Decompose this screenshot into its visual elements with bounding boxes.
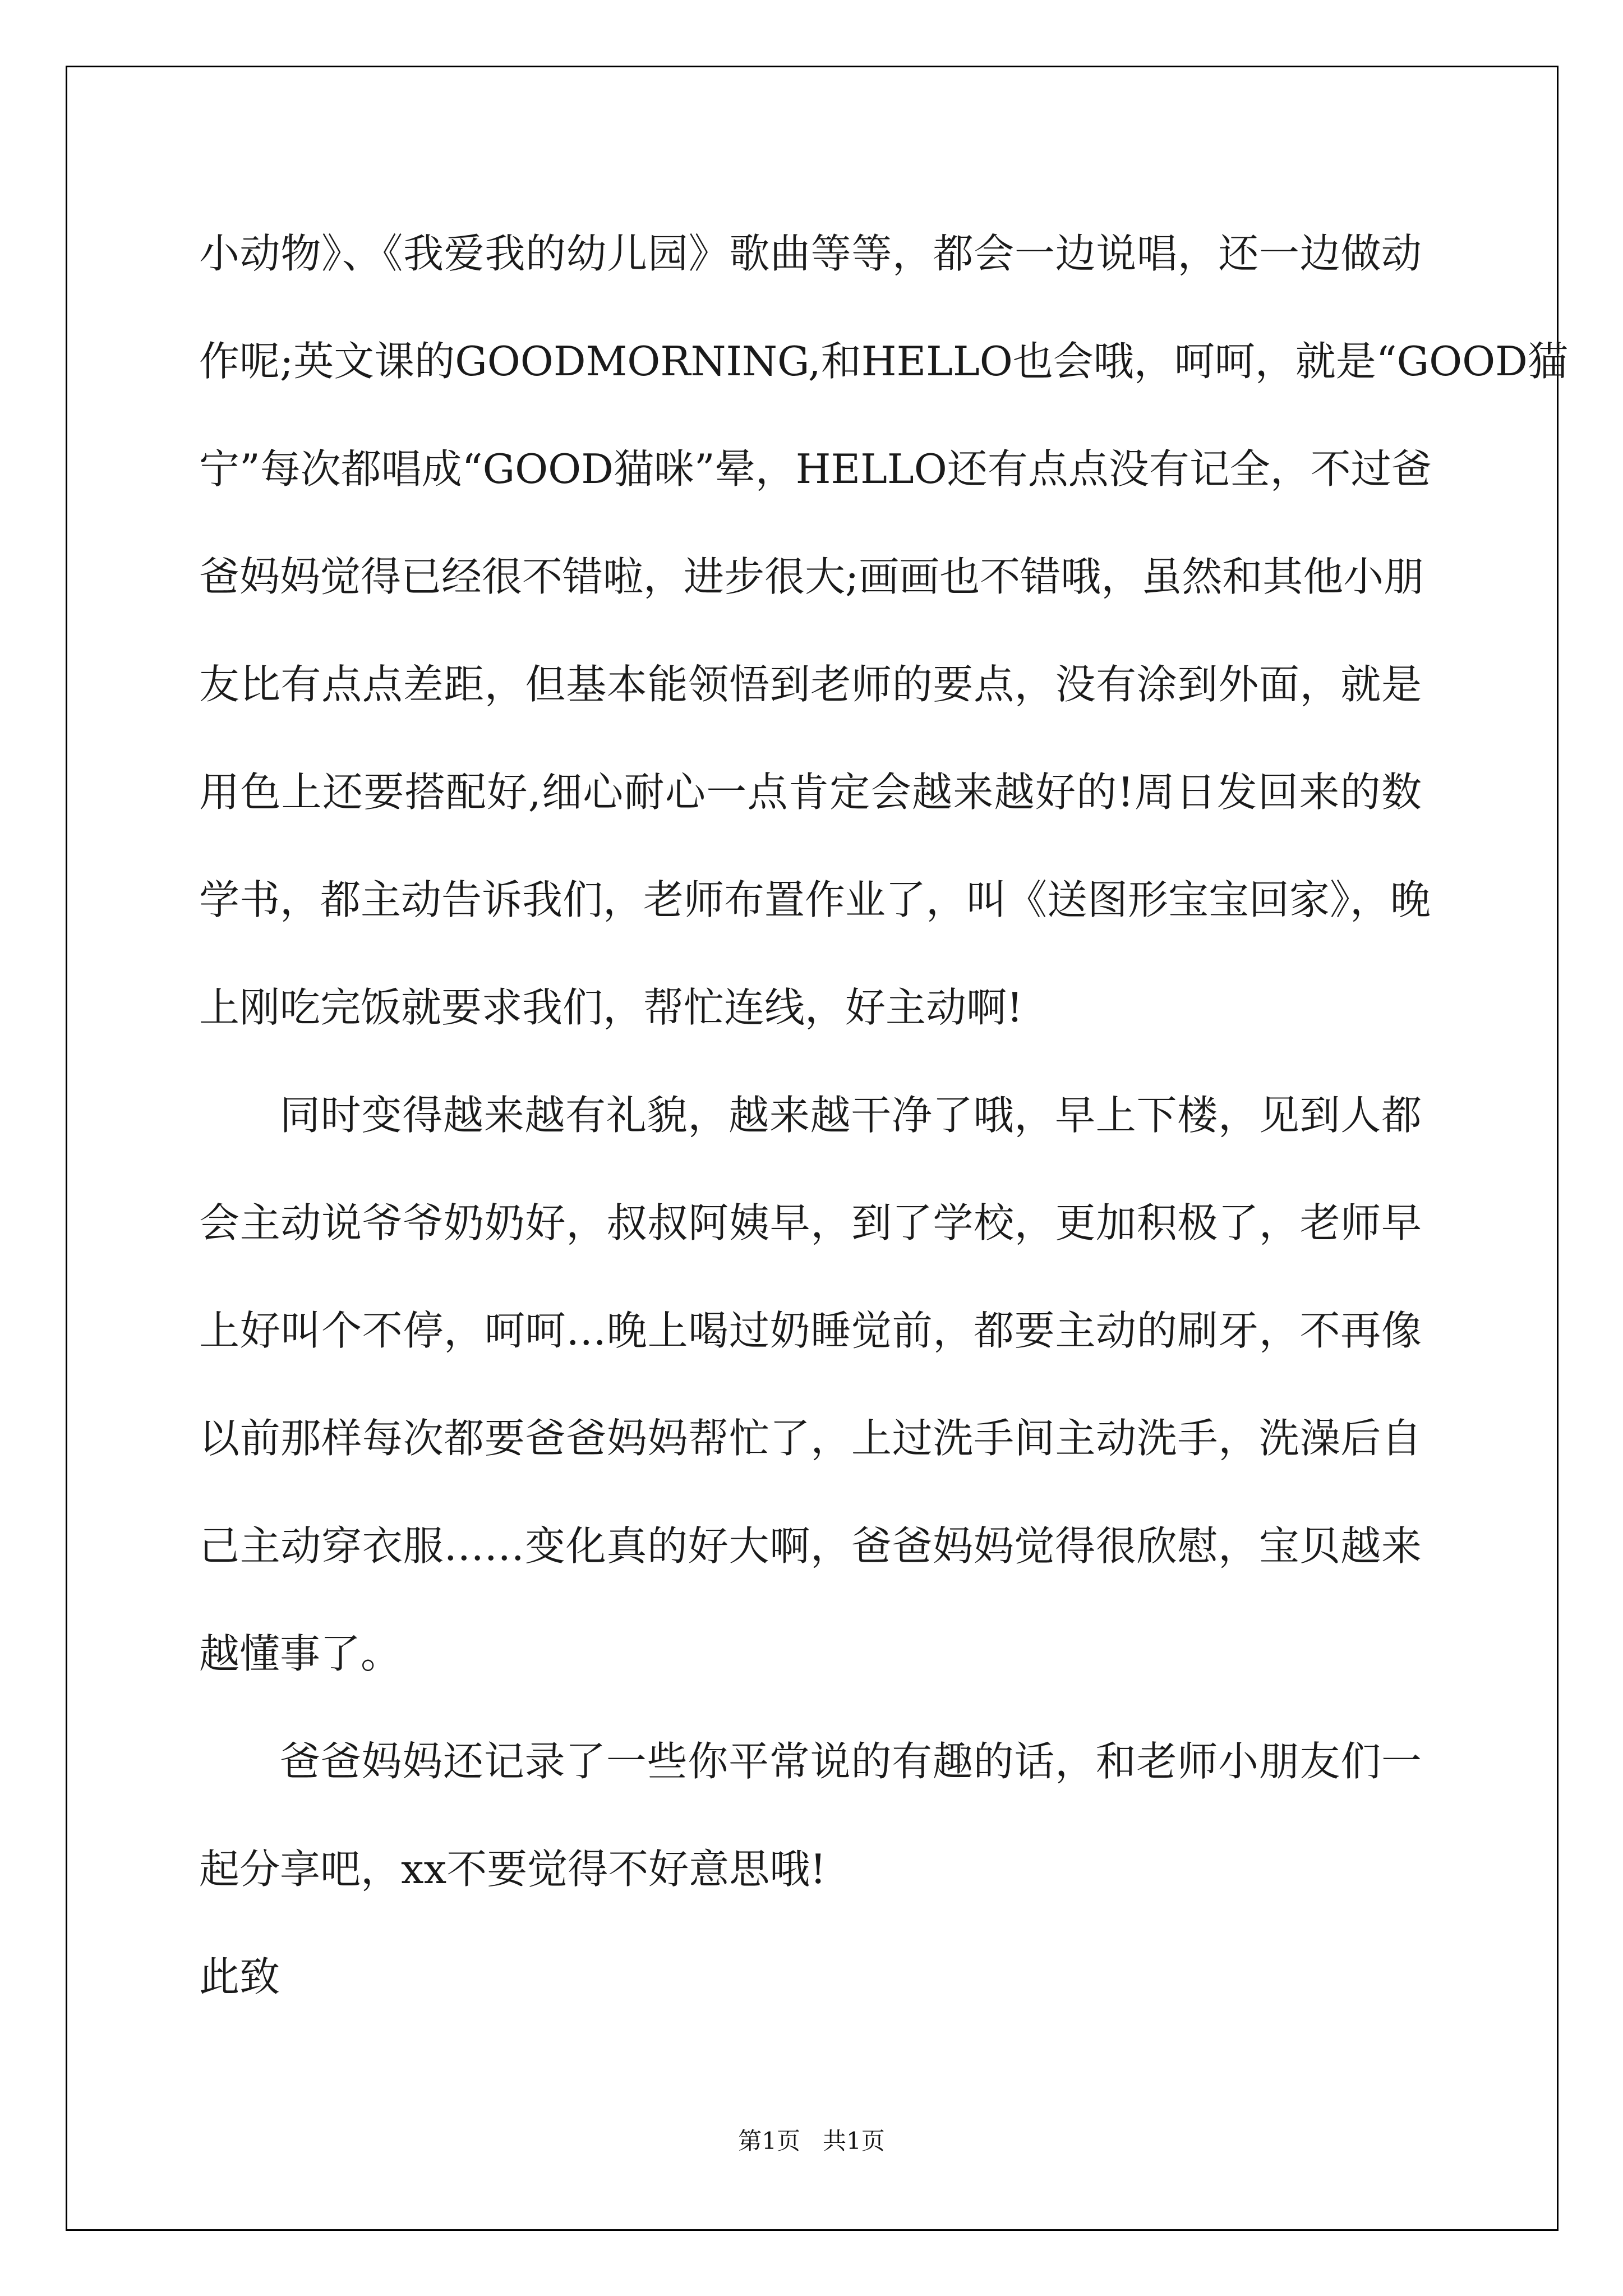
- text-line: 会主动说爷爷奶奶好，叔叔阿姨早，到了学校，更加积极了，老师早: [199, 1199, 1422, 1246]
- paragraph-start-line: 爸爸妈妈还记录了一些你平常说的有趣的话，和老师小朋友们一: [280, 1738, 1422, 1785]
- text-line: 小动物》、《我爱我的幼儿园》歌曲等等，都会一边说唱，还一边做动: [199, 230, 1422, 277]
- text-line: 友比有点点差距，但基本能领悟到老师的要点，没有涂到外面，就是: [199, 661, 1422, 708]
- text-line: 作呢;英文课的GOODMORNING,和HELLO也会哦，呵呵，就是“GOOD猫: [199, 338, 1568, 385]
- text-line: 宁”每次都唱成“GOOD猫咪”晕，HELLO还有点点没有记全，不过爸: [199, 445, 1432, 493]
- text-line: 己主动穿衣服……变化真的好大啊，爸爸妈妈觉得很欣慰，宝贝越来: [199, 1522, 1422, 1570]
- text-line: 越懂事了。: [199, 1630, 402, 1677]
- text-line: 上好叫个不停，呵呵…晚上喝过奶睡觉前，都要主动的刷牙，不再像: [199, 1307, 1422, 1354]
- closing-line: 此致: [199, 1953, 280, 2000]
- text-line: 学书，都主动告诉我们，老师布置作业了，叫《送图形宝宝回家》，晚: [199, 876, 1431, 923]
- text-line: 起分享吧，xx不要觉得不好意思哦!: [199, 1846, 827, 1893]
- text-line: 用色上还要搭配好,细心耐心一点肯定会越来越好的!周日发回来的数: [199, 769, 1422, 816]
- text-line: 以前那样每次都要爸爸妈妈帮忙了，上过洗手间主动洗手，洗澡后自: [199, 1415, 1422, 1462]
- page-footer: [0, 2123, 1623, 2156]
- page-number: 第1页 共1页: [738, 2127, 885, 2155]
- text-line: 爸妈妈觉得已经很不错啦，进步很大;画画也不错哦，虽然和其他小朋: [199, 553, 1424, 600]
- text-line: 上刚吃完饭就要求我们，帮忙连线，好主动啊!: [199, 984, 1023, 1031]
- document-body: [199, 200, 1568, 2031]
- paragraph-start-line: 同时变得越来越有礼貌，越来越干净了哦，早上下楼，见到人都: [280, 1092, 1422, 1139]
